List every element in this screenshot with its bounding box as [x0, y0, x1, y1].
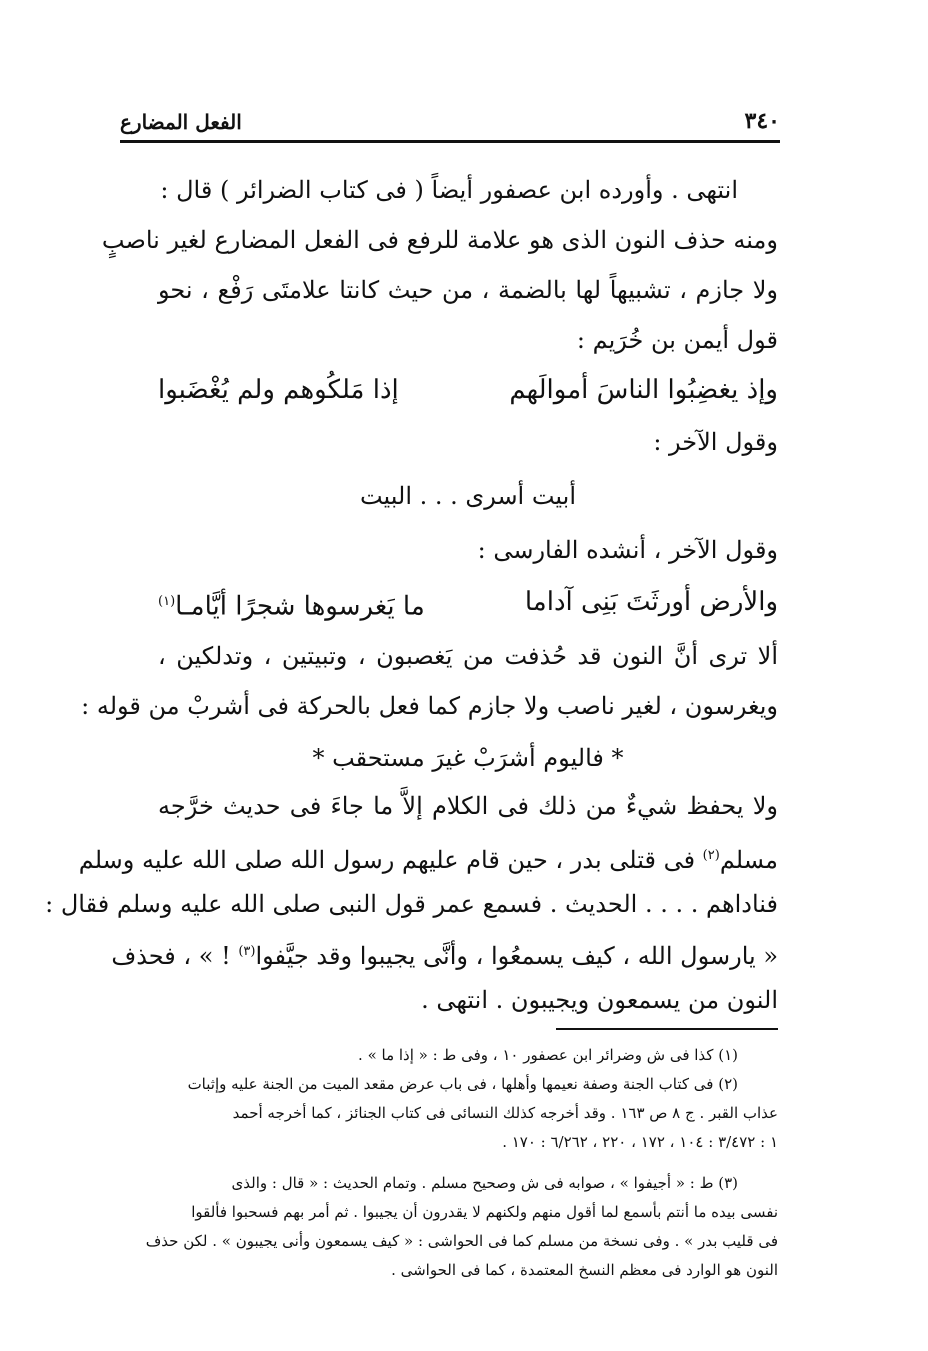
text-line: ويغرسون ، لغير ناصب ولا جازم كما فعل بالحركة فى أشربْ من قوله : [81, 692, 778, 720]
verse-hemistich-first: والأرض أورثَتَ بَنِى آداما [524, 587, 778, 617]
text-line-centered: * فاليوم أشرَبْ غيرَ مستحقب * [312, 744, 624, 772]
text-line: قول أيمن بن خُرَيم : [576, 326, 778, 354]
footnote-line: عذاب القبر . ج ٨ ص ١٦٣ . وقد أخرجه كذلك النسائى فى كتاب الجنائز ، كما أخرجه أحمد [232, 1104, 778, 1122]
text-line [111, 930, 778, 978]
footnote-marker: (٣) [238, 944, 256, 959]
text-line: ومنه حذف النون الذى هو علامة للرفع فى الفعل المضارع لغير ناصبٍ [101, 226, 778, 254]
footnote-line: فى قليب بدر » . وفى نسخة من مسلم كما فى الحواشى : « كيف يسمعون وأنى يجيبون » . لكن حذف [145, 1232, 778, 1250]
text-span: « يارسول الله ، كيف يسمعُوا ، وأنَّى يجيبوا وقد جيَّفوا [255, 942, 778, 970]
text-span: مسلم [719, 846, 778, 874]
footnote-line: (١) كذا فى ش وضرائر ابن عصفور ١٠ ، وفى ط : « إذا ما » . [358, 1046, 738, 1064]
text-line: ألا ترى أنَّ النون قد حُذفت من يَغصبون ، وتبيتين ، وتدلكين ، [158, 642, 778, 670]
text-line: فناداهم . . . . الحديث . فسمع عمر قول النبى صلى الله عليه وسلم فقال : [45, 890, 778, 918]
text-line: وقول الآخر ، أنشده الفارسى : [477, 536, 778, 564]
footnote-marker: (٢) [702, 848, 720, 863]
footnote-line: (٢) فى كتاب الجنة وصفة نعيمها وأهلها ، فى باب عرض مقعد الميت من الجنة عليه وإثبات [187, 1075, 738, 1093]
verse-hemistich-first: وإذ يغضِبُوا الناسَ أموالَهم [509, 375, 778, 405]
text-span: ! » ، فحذف [111, 942, 239, 970]
verse-line [158, 580, 778, 629]
text-line [78, 834, 778, 882]
text-line-centered: أبيت أسرى . . . البيت [359, 482, 577, 510]
footnote-marker: (١) [158, 594, 176, 609]
page-header [120, 98, 780, 134]
verse-text: ما يَغرسوها شجرًا أيَّامـا [175, 591, 425, 622]
page-number: ٣٤٠ [744, 108, 780, 134]
text-line: وقول الآخر : [653, 428, 778, 456]
text-line: انتهى . وأورده ابن عصفور أيضاً ( فى كتاب الضرائر ) قال : [160, 176, 738, 204]
text-line: ولا جازم ، تشبيهاً لها بالضمة ، من حيث كانتا علامتَى رَفْع ، نحو [158, 276, 778, 304]
text-line: النون من يسمعون ويجيبون . انتهى . [421, 986, 778, 1014]
footnote-line: النون هو الوارد فى معظم النسخ المعتمدة ، كما فى الحواشى . [391, 1261, 778, 1279]
footnote-line: نفسى بيده ما أنتم بأسمع لما أقول منهم ولكنهم لا يقدرون أن يجيبوا . ثم أمر بهم فسحبوا فألقوا [191, 1203, 778, 1221]
verse-hemistich-second [158, 580, 425, 629]
running-title: الفعل المضارع [120, 110, 242, 134]
text-line: ولا يحفظ شيءٌ من ذلك فى الكلام إلاَّ ما جاءَ فى حديث خرَّجه [158, 792, 778, 820]
footnote-rule [556, 1028, 778, 1030]
verse-line [158, 368, 778, 412]
text-span: فى قتلى بدر ، حين قام عليهم رسول الله صلى الله عليه وسلم [78, 846, 703, 874]
header-rule [120, 140, 780, 143]
verse-hemistich-second: إذا مَلكُوهم ولم يُغْضَبوا [158, 375, 399, 405]
footnote-line: (٣) ط : « أجيفوا » ، صوابه فى ش وصحيح مسلم . وتمام الحديث : « قال : والذى [231, 1174, 738, 1192]
footnote-line: ١ : ٣/٤٧٢ : ١٠٤ ، ١٧٢ ، ٢٢٠ ، ٦/٢٦٢ : ١٧٠ . [502, 1133, 778, 1151]
